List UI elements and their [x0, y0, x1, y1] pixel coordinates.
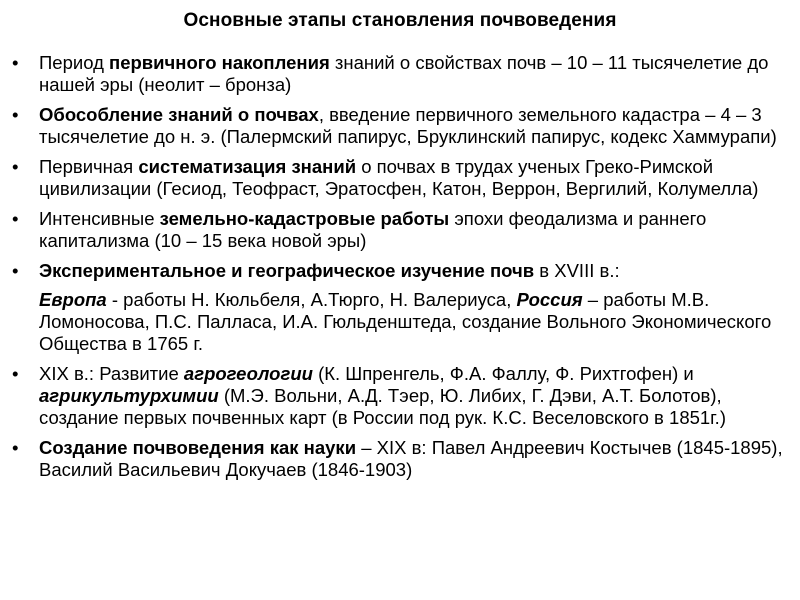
bullet-icon: • — [12, 208, 19, 229]
list-item: • XIX в.: Развитие агрогеологии (К. Шпренгель, Ф.А. Фаллу, Ф. Рихтгофен) и агрикультурхимии (М.Э. Вольни, А.Д. Тэер, Ю. Либих, Г. Дэви, А.Т. Болотов), создание первых почвенных карт (в России под рук. К.С. Веселовского в 1851г.) — [12, 363, 726, 428]
list-item: • Период первичного накопления знаний о свойствах почв – 10 – 11 тысячелетие до нашей эры (неолит – бронза) — [12, 52, 769, 95]
slide-title: Основные этапы становления почвоведения — [183, 10, 617, 31]
list-item: • Создание почвоведения как науки – XIX в: Павел Андреевич Костычев (1845-1895), Василий Васильевич Докучаев (1846-1903) — [12, 437, 783, 480]
list-item: • Интенсивные земельно-кадастровые работы эпохи феодализма и раннего капитализма (10 – 15 века новой эры) — [12, 208, 707, 251]
list-item-continuation: Европа - работы Н. Кюльбеля, А.Тюрго, Н. Валериуса, Россия – работы М.В. Ломоносова, П.С. Палласа, И.А. Гюльденштеда, создание Вольного Экономического Общества в 1765 г. — [39, 289, 772, 354]
list-item: • Первичная систематизация знаний о почвах в трудах ученых Греко-Римской цивилизации (Гесиод, Теофраст, Эратосфен, Катон, Веррон, Вергилий, Колумелла) — [12, 156, 759, 199]
bullet-icon: • — [12, 52, 19, 73]
list-item: • Обособление знаний о почвах, введение первичного земельного кадастра – 4 – 3 тысячелетие до н. э. (Палермский папирус, Бруклинский папирус, кодекс Хаммурапи) — [12, 104, 777, 147]
bullet-icon: • — [12, 260, 19, 281]
bullet-icon: • — [12, 104, 19, 125]
stages-list — [12, 52, 797, 481]
list-item: • Экспериментальное и географическое изучение почв в XVIII в.: — [12, 260, 620, 281]
bullet-icon: • — [12, 437, 19, 458]
bullet-icon: • — [12, 363, 19, 384]
bullet-icon: • — [12, 156, 19, 177]
